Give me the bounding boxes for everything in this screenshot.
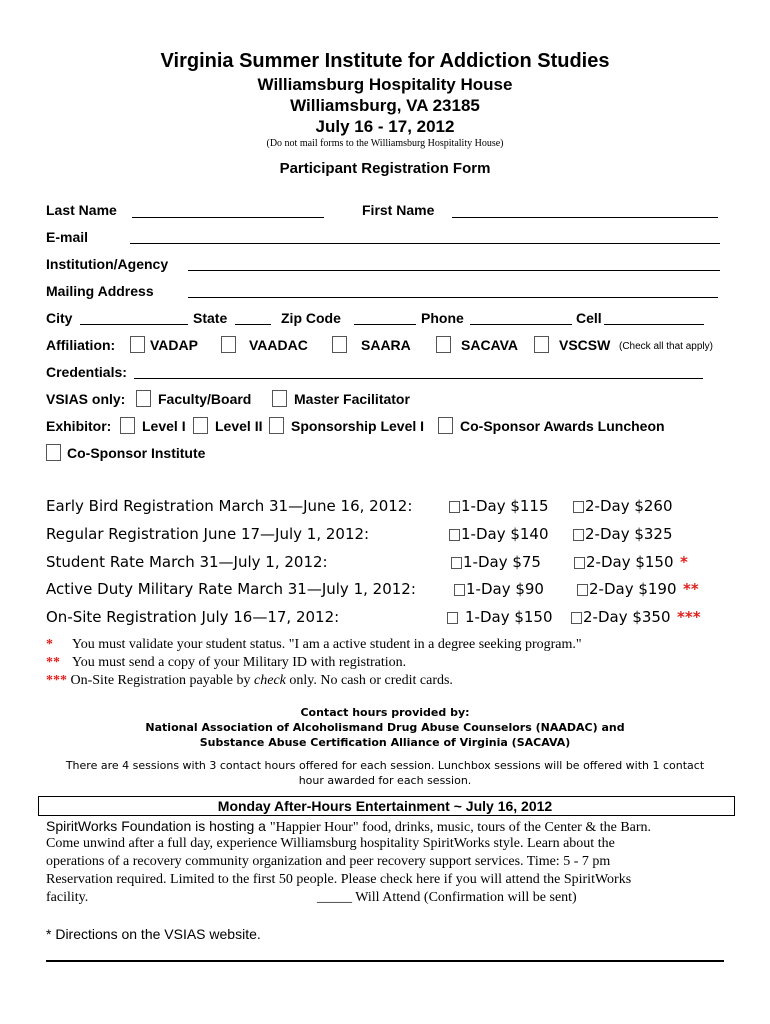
credentials-label: Credentials:	[46, 364, 127, 380]
event-description-line: operations of a recovery community organization and peer recovery support services. Time: 5 - 7 pm	[46, 854, 611, 869]
vaadac-checkbox[interactable]	[221, 336, 236, 353]
vscsw-label: VSCSW	[559, 337, 611, 353]
rate-1day-checkbox[interactable]	[447, 612, 458, 624]
sponsorship-level-i-checkbox[interactable]	[269, 417, 284, 434]
sessions-info-continued: hour awarded for each session.	[298, 774, 472, 787]
venue-name: Williamsburg Hospitality House	[257, 75, 513, 94]
event-description-line: Come unwind after a full day, experience Williamsburg hospitality SpiritWorks style. Learn about the	[46, 836, 615, 851]
vaadac-label: VAADAC	[249, 337, 308, 353]
event-description-line: facility.	[46, 890, 89, 905]
awards-luncheon-label: Co-Sponsor Awards Luncheon	[460, 418, 665, 434]
rate-label: Student Rate March 31—July 1, 2012:	[46, 553, 328, 571]
event-description-line: Reservation required. Limited to the first 50 people. Please check here if you will attend the SpiritWorks	[46, 872, 632, 887]
saara-label: SAARA	[361, 337, 411, 353]
rate-1day-label: 1-Day $75	[463, 553, 541, 571]
cell-field[interactable]	[604, 324, 704, 325]
awards-luncheon-checkbox[interactable]	[438, 417, 453, 434]
rate-2day-label: 2-Day $350	[583, 608, 671, 626]
zip-field[interactable]	[354, 324, 416, 325]
rate-label: Active Duty Military Rate March 31—July 1, 2012:	[46, 580, 416, 598]
rate-1day-label: 1-Day $140	[461, 525, 549, 543]
note-text: *** On-Site Registration payable by check only. No cash or credit cards.	[46, 673, 453, 688]
level-ii-checkbox[interactable]	[193, 417, 208, 434]
rate-1day-checkbox[interactable]	[449, 529, 460, 541]
last-name-label: Last Name	[46, 202, 117, 218]
co-sponsor-institute-label: Co-Sponsor Institute	[67, 445, 206, 461]
rate-2day-checkbox[interactable]	[573, 501, 584, 513]
rate-1day-label: 1-Day $150	[465, 608, 553, 626]
rate-2day-checkbox[interactable]	[571, 612, 582, 624]
rate-2day-checkbox[interactable]	[574, 557, 585, 569]
institution-field[interactable]	[188, 270, 720, 271]
rate-2day-checkbox[interactable]	[573, 529, 584, 541]
rate-1day-checkbox[interactable]	[454, 584, 465, 596]
first-name-label: First Name	[362, 202, 435, 218]
state-field[interactable]	[235, 324, 271, 325]
contact-heading: Contact hours provided by:	[300, 706, 470, 719]
sacava-checkbox[interactable]	[436, 336, 451, 353]
form-title: Participant Registration Form	[279, 160, 491, 177]
event-dates: July 16 - 17, 2012	[315, 117, 455, 136]
vadap-checkbox[interactable]	[130, 336, 145, 353]
city-label: City	[46, 310, 73, 326]
exhibitor-label: Exhibitor:	[46, 418, 112, 434]
master-facilitator-checkbox[interactable]	[272, 390, 287, 407]
co-sponsor-institute-checkbox[interactable]	[46, 444, 61, 461]
sponsorship-level-i-label: Sponsorship Level I	[291, 418, 425, 434]
rate-1day-checkbox[interactable]	[449, 501, 460, 513]
phone-label: Phone	[421, 310, 464, 326]
email-label: E-mail	[46, 229, 89, 245]
rate-1day-checkbox[interactable]	[451, 557, 462, 569]
state-label: State	[193, 310, 228, 326]
page-title: Virginia Summer Institute for Addiction Studies	[160, 50, 610, 72]
rate-2day-label: 2-Day $325	[585, 525, 673, 543]
contact-org-naadac: National Association of Alcoholismand Drug Abuse Counselors (NAADAC) and	[145, 721, 625, 734]
rate-label: Early Bird Registration March 31—June 16, 2012:	[46, 497, 413, 515]
event-title: Monday After-Hours Entertainment ~ July 16, 2012	[217, 798, 553, 814]
event-description-line: SpiritWorks Foundation is hosting a "Happier Hour" food, drinks, music, tours of the Center & the Barn.	[46, 818, 652, 835]
email-field[interactable]	[130, 243, 720, 244]
note-marker: **	[46, 655, 60, 670]
phone-field[interactable]	[470, 324, 572, 325]
note-marker: *	[46, 637, 53, 652]
directions-note: * Directions on the VSIAS website.	[46, 926, 261, 942]
rate-1day-label: 1-Day $90	[466, 580, 544, 598]
zip-label: Zip Code	[281, 310, 341, 326]
will-attend-field[interactable]: _____ Will Attend (Confirmation will be sent)	[317, 890, 577, 905]
rate-2day-label: 2-Day $260	[585, 497, 673, 515]
contact-org-sacava: Substance Abuse Certification Alliance of Virginia (SACAVA)	[199, 736, 571, 749]
rate-marker: *	[680, 553, 688, 571]
note-text: You must validate your student status. "I am a active student in a degree seeking program."	[72, 637, 582, 652]
rate-2day-label: 2-Day $190	[589, 580, 677, 598]
faculty-board-label: Faculty/Board	[158, 391, 252, 407]
rate-1day-label: 1-Day $115	[461, 497, 549, 515]
vadap-label: VADAP	[150, 337, 198, 353]
level-ii-label: Level II	[215, 418, 263, 434]
footer-divider	[46, 960, 724, 962]
vscsw-checkbox[interactable]	[534, 336, 549, 353]
sessions-info: There are 4 sessions with 3 contact hours offered for each session. Lunchbox sessions will be offered with 1 contact	[65, 759, 705, 772]
rate-label: On-Site Registration July 16—17, 2012:	[46, 608, 340, 626]
city-field[interactable]	[80, 324, 188, 325]
faculty-board-checkbox[interactable]	[136, 390, 151, 407]
mailing-address-field[interactable]	[188, 297, 718, 298]
rate-2day-label: 2-Day $150	[586, 553, 674, 571]
rate-marker: ***	[677, 608, 701, 626]
note-marker: ***	[46, 673, 67, 688]
affiliation-note: (Check all that apply)	[619, 341, 713, 352]
level-i-checkbox[interactable]	[120, 417, 135, 434]
sacava-label: SACAVA	[461, 337, 519, 353]
first-name-field[interactable]	[452, 217, 718, 218]
mail-note: (Do not mail forms to the Williamsburg Hospitality House)	[266, 138, 504, 149]
mailing-address-label: Mailing Address	[46, 283, 154, 299]
note-text: You must send a copy of your Military ID with registration.	[72, 655, 407, 670]
saara-checkbox[interactable]	[332, 336, 347, 353]
venue-city: Williamsburg, VA 23185	[290, 96, 480, 115]
cell-label: Cell	[576, 310, 602, 326]
master-facilitator-label: Master Facilitator	[294, 391, 410, 407]
institution-label: Institution/Agency	[46, 256, 169, 272]
level-i-label: Level I	[142, 418, 186, 434]
rate-marker: **	[683, 580, 699, 598]
rate-label: Regular Registration June 17—July 1, 2012:	[46, 525, 370, 543]
vsias-label: VSIAS only:	[46, 391, 126, 407]
rate-2day-checkbox[interactable]	[577, 584, 588, 596]
last-name-field[interactable]	[132, 217, 324, 218]
credentials-field[interactable]	[134, 378, 703, 379]
affiliation-label: Affiliation:	[46, 337, 116, 353]
